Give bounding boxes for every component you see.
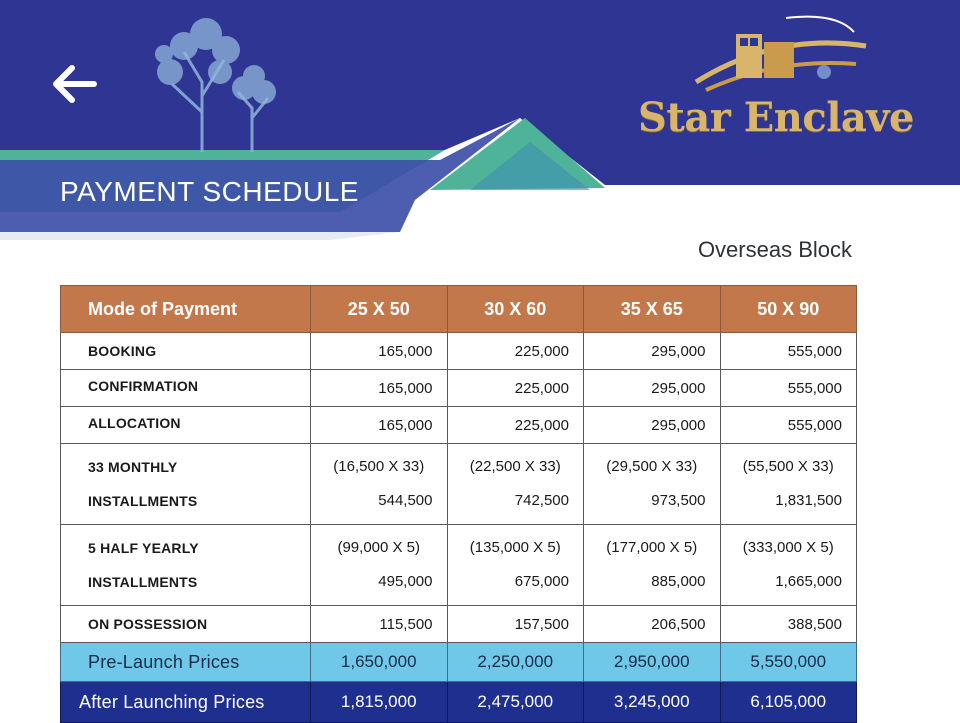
brand-name: Star Enclave: [637, 94, 914, 141]
table-cell: 2,950,000: [584, 643, 721, 682]
table-cell: 2,250,000: [447, 643, 584, 682]
table-cell: [311, 525, 448, 606]
table-cell: [584, 444, 721, 525]
header-banner: [0, 0, 960, 240]
table-cell: 2,475,000: [447, 682, 584, 723]
table-cell: 225,000: [447, 407, 584, 444]
table-cell: 157,500: [447, 606, 584, 643]
row-label: ALLOCATION: [88, 414, 181, 431]
total: 1,831,500: [775, 492, 842, 509]
table-cell: 225,000: [447, 333, 584, 370]
table-cell: [311, 444, 448, 525]
table-cell: 3,245,000: [584, 682, 721, 723]
table-cell: 165,000: [311, 370, 448, 407]
row-label: INSTALLMENTS: [88, 493, 198, 509]
back-arrow-icon[interactable]: [50, 62, 100, 106]
total: 544,500: [378, 492, 433, 509]
table-cell: 555,000: [720, 333, 857, 370]
row-label: BOOKING: [61, 333, 311, 370]
table-row: [61, 407, 857, 444]
table-cell: [584, 525, 721, 606]
formula: (16,500 X 33): [333, 458, 425, 475]
table-header-row: [61, 286, 857, 333]
table-row: [61, 370, 857, 407]
table-cell: 6,105,000: [720, 682, 857, 723]
payment-schedule-table: [60, 285, 857, 723]
pre-launch-row: [61, 643, 857, 682]
column-header: 30 X 60: [447, 286, 584, 333]
total: 675,000: [514, 573, 569, 590]
table-cell: 1,650,000: [311, 643, 448, 682]
table-cell: 555,000: [720, 370, 857, 407]
column-header: 25 X 50: [311, 286, 448, 333]
table-row: [61, 606, 857, 643]
row-label-cell: [61, 407, 311, 444]
row-label-cell: [61, 370, 311, 407]
formula: (55,500 X 33): [742, 458, 834, 475]
row-label: 5 HALF YEARLY: [88, 540, 199, 556]
table-cell: 295,000: [584, 333, 721, 370]
row-label: Pre-Launch Prices: [61, 643, 311, 682]
row-label-cell: [61, 444, 311, 525]
page-title: PAYMENT SCHEDULE: [60, 176, 359, 207]
table-cell: 1,815,000: [311, 682, 448, 723]
column-header: 50 X 90: [720, 286, 857, 333]
formula: (177,000 X 5): [606, 539, 698, 556]
formula: (99,000 X 5): [337, 539, 421, 556]
table-cell: 555,000: [720, 407, 857, 444]
table-cell: [447, 444, 584, 525]
row-label: INSTALLMENTS: [88, 574, 198, 590]
tree-icon: [140, 12, 290, 152]
total: 742,500: [514, 492, 569, 509]
table-cell: 165,000: [311, 407, 448, 444]
building-logo-icon: [636, 12, 916, 102]
table-row: [61, 444, 857, 525]
table-cell: 295,000: [584, 370, 721, 407]
formula: (22,500 X 33): [469, 458, 561, 475]
row-label: CONFIRMATION: [88, 377, 199, 394]
table-cell: 206,500: [584, 606, 721, 643]
table-row: [61, 525, 857, 606]
after-launch-row: [61, 682, 857, 723]
table-row: [61, 333, 857, 370]
table-cell: 295,000: [584, 407, 721, 444]
table-cell: [447, 525, 584, 606]
total: 495,000: [378, 573, 433, 590]
row-label: After Launching Prices: [61, 682, 311, 723]
total: 885,000: [651, 573, 706, 590]
table-cell: 225,000: [447, 370, 584, 407]
table-cell: [720, 444, 857, 525]
total: 973,500: [651, 492, 706, 509]
row-label: 33 MONTHLY: [88, 459, 178, 475]
row-label-cell: [61, 525, 311, 606]
table-cell: 115,500: [311, 606, 448, 643]
row-label: ON POSSESSION: [61, 606, 311, 643]
formula: (135,000 X 5): [469, 539, 561, 556]
table-cell: 5,550,000: [720, 643, 857, 682]
formula: (29,500 X 33): [606, 458, 698, 475]
formula: (333,000 X 5): [742, 539, 834, 556]
table-cell: 388,500: [720, 606, 857, 643]
table-cell: 165,000: [311, 333, 448, 370]
block-subtitle: Overseas Block: [697, 237, 852, 262]
total: 1,665,000: [775, 573, 842, 590]
column-header: 35 X 65: [584, 286, 721, 333]
column-header: Mode of Payment: [61, 286, 311, 333]
table-cell: [720, 525, 857, 606]
brand-logo: [636, 12, 916, 152]
